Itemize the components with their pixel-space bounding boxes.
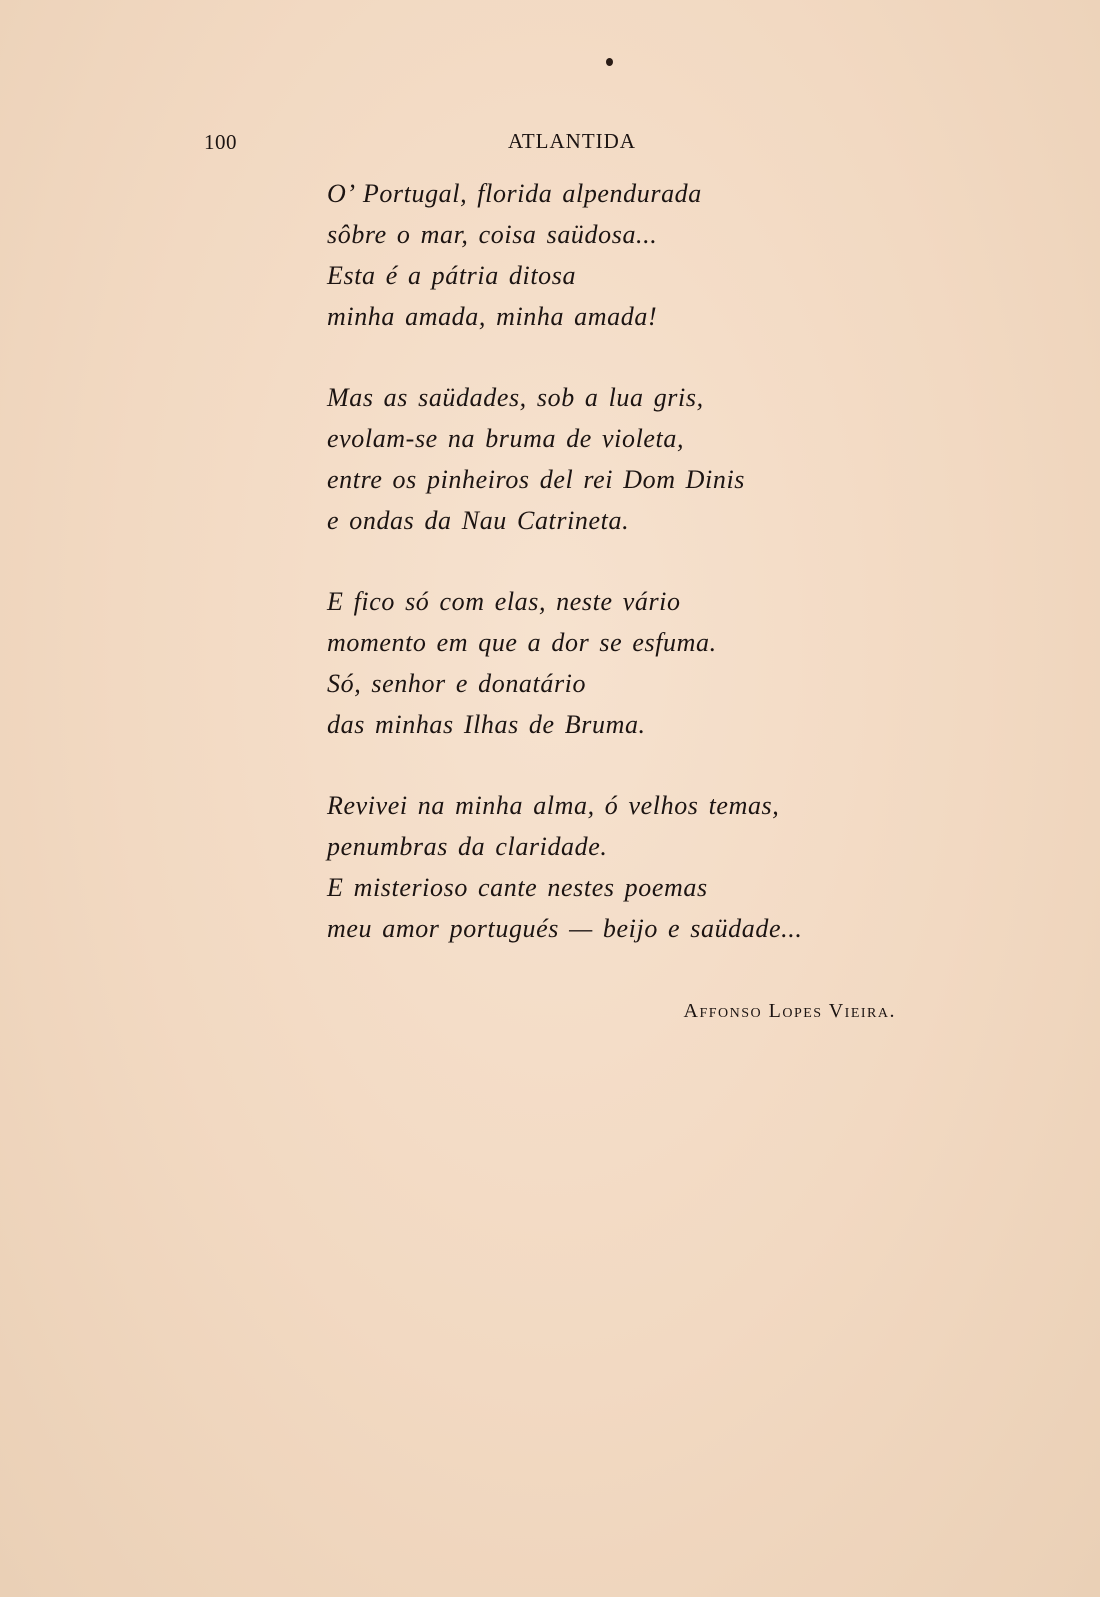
page-number: 100 bbox=[204, 130, 237, 154]
poem-line: Esta é a pátria ditosa bbox=[327, 261, 577, 290]
poem bbox=[327, 173, 947, 989]
stanza-4 bbox=[327, 785, 947, 949]
poem-line: E fico só com elas, neste vário bbox=[327, 587, 681, 616]
poem-line: entre os pinheiros del rei Dom Dinis bbox=[327, 465, 746, 494]
stanza-3 bbox=[327, 581, 947, 745]
poem-line: das minhas Ilhas de Bruma. bbox=[327, 710, 646, 739]
author-signature: Affonso Lopes Vieira. bbox=[683, 1000, 896, 1022]
poem-line: E misterioso cante nestes poemas bbox=[327, 873, 708, 902]
running-title: ATLANTIDA bbox=[508, 129, 636, 153]
poem-line: minha amada, minha amada! bbox=[327, 302, 658, 331]
poem-line: evolam-se na bruma de violeta, bbox=[327, 424, 685, 453]
poem-line: O’ Portugal, florida alpendurada bbox=[327, 179, 702, 208]
poem-line: Só, senhor e donatário bbox=[327, 669, 587, 698]
stanza-2 bbox=[327, 377, 947, 541]
poem-line: momento em que a dor se esfuma. bbox=[327, 628, 717, 657]
poem-line: Mas as saüdades, sob a lua gris, bbox=[327, 383, 704, 412]
poem-line: penumbras da claridade. bbox=[327, 832, 608, 861]
ink-speck bbox=[606, 58, 613, 66]
poem-line: Revivei na minha alma, ó velhos temas, bbox=[327, 791, 780, 820]
poem-line: sôbre o mar, coisa saüdosa... bbox=[327, 220, 658, 249]
stanza-1 bbox=[327, 173, 947, 337]
poem-line: e ondas da Nau Catrineta. bbox=[327, 506, 630, 535]
poem-line: meu amor portugués — beijo e saüdade... bbox=[327, 914, 803, 943]
